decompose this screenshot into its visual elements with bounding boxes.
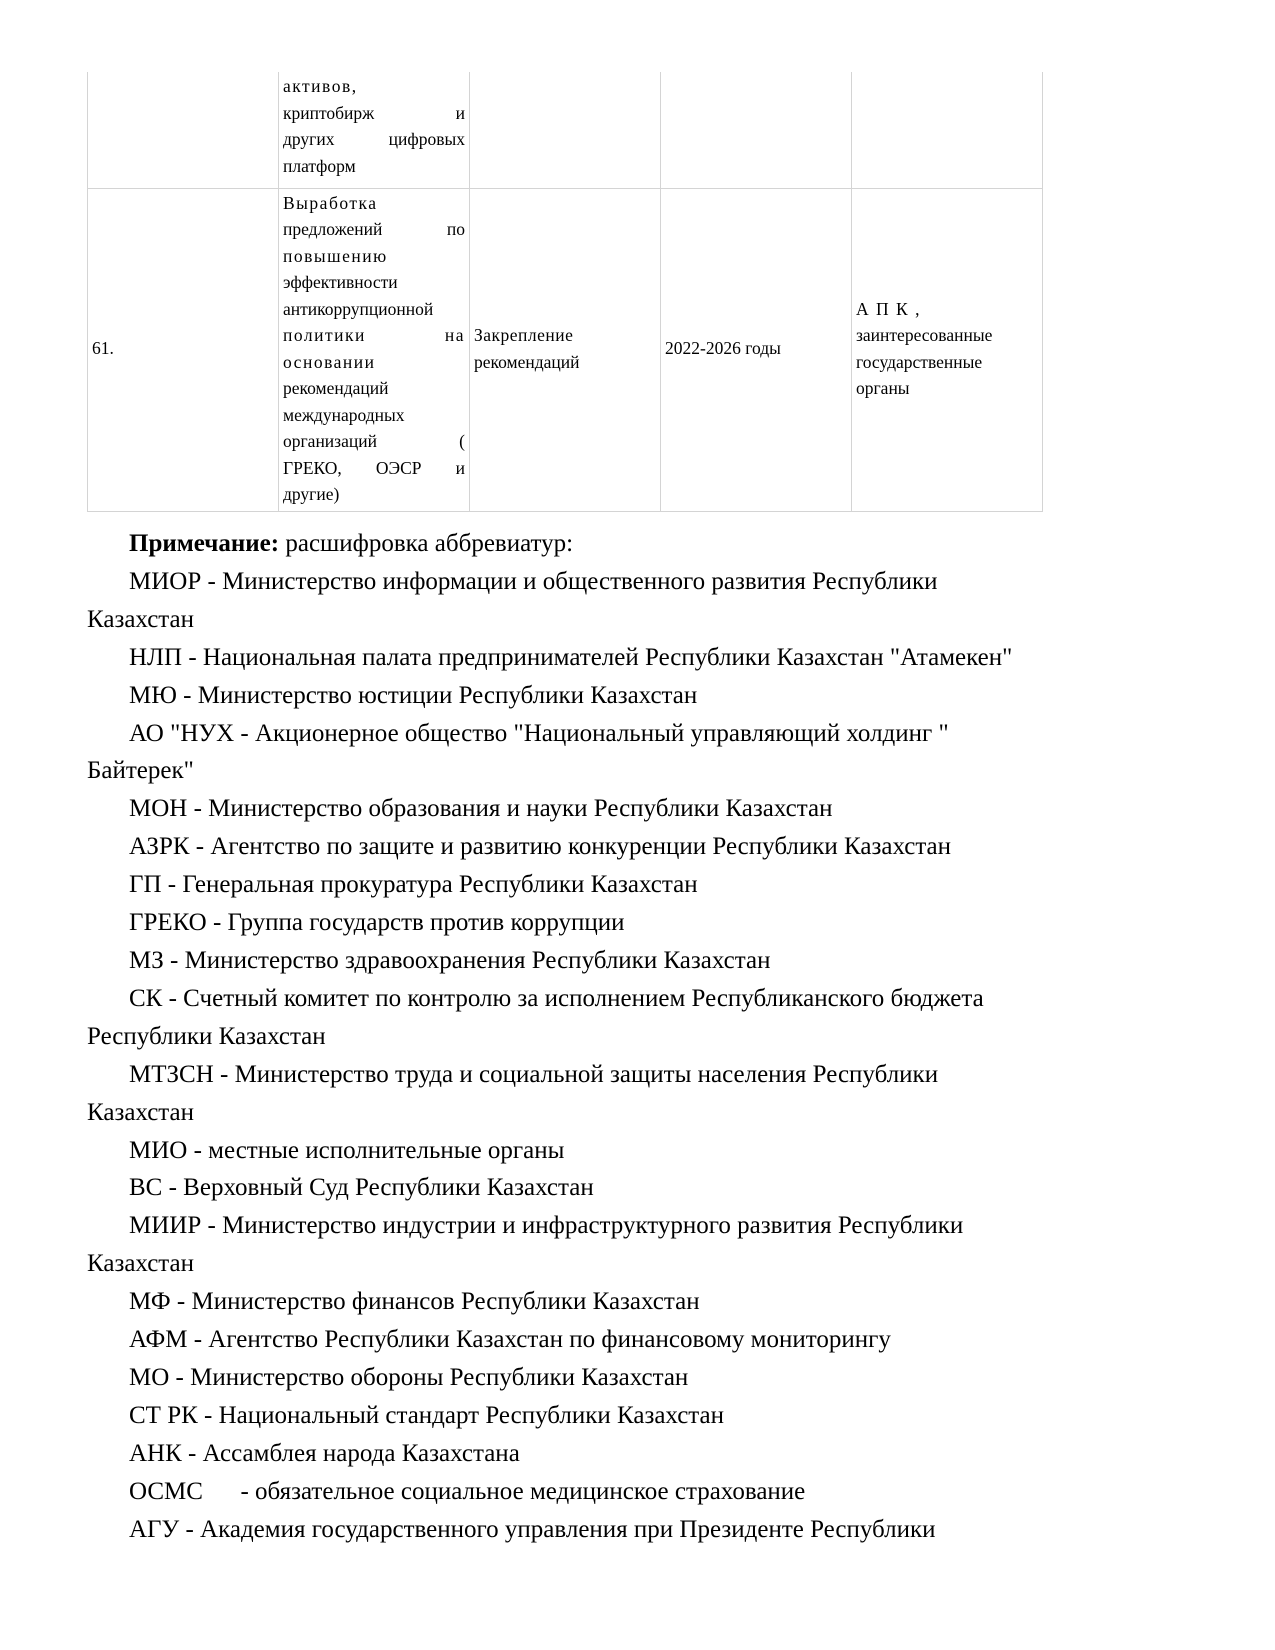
abbreviation-line: МЮ - Министерство юстиции Республики Казахстан [129, 681, 698, 709]
event-line: эффективности [283, 272, 398, 292]
event-line: повышению [283, 245, 388, 266]
event-line: международных [283, 404, 405, 425]
event-line: другие) [283, 484, 340, 504]
abbreviation-line: ВС - Верховный Суд Республики Казахстан [129, 1174, 594, 1202]
event-line: Выработка [283, 192, 378, 213]
event-line: ГРЕКО, ОЭСР и [283, 457, 465, 478]
event-line: рекомендаций [283, 378, 389, 398]
deadline-cell [661, 72, 852, 188]
row-number-cell [88, 72, 279, 188]
abbreviation-line: ГРЕКО - Группа государств против коррупции [129, 909, 625, 937]
abbreviation-line: МИИР - Министерство индустрии и инфраструктурного развития Республики [129, 1212, 964, 1240]
abbreviation-line: АО "НУХ - Акционерное общество "Национальный управляющий холдинг " [129, 719, 949, 747]
abbreviations-note [87, 525, 1187, 1548]
note-heading [87, 525, 1187, 563]
abbreviation-line: АФМ - Агентство Республики Казахстан по финансовому мониторингу [129, 1326, 891, 1354]
responsible-line: государственные [856, 351, 983, 372]
abbreviation-list [87, 563, 1187, 1549]
abbreviation-line: МИОР - Министерство информации и общественного развития Республики [129, 567, 938, 595]
event-line: других цифровых [283, 129, 465, 149]
form-of-completion-cell [470, 72, 661, 188]
abbreviation-line: Байтерек" [87, 757, 194, 785]
abbreviation-line: МО - Министерство обороны Республики Казахстан [129, 1363, 689, 1391]
event-line: активов, [283, 76, 358, 96]
event-line: политики на [283, 325, 465, 345]
abbreviation-line: МЗ - Министерство здравоохранения Республики Казахстан [129, 946, 771, 974]
abbreviation-line: АГУ - Академия государственного управления при Президенте Республики [129, 1515, 936, 1543]
event-line: криптобирж и [283, 102, 465, 123]
event-cell [279, 188, 470, 511]
abbreviation-line: МТЗСН - Министерство труда и социальной защиты населения Республики [129, 1060, 939, 1088]
abbreviation-line: МОН - Министерство образования и науки Республики Казахстан [129, 795, 833, 823]
form-line: рекомендаций [474, 351, 580, 372]
abbreviation-line: НЛП - Национальная палата предпринимателей Республики Казахстан "Атамекен" [129, 643, 1013, 671]
deadline-cell: 2022-2026 годы [661, 188, 852, 511]
event-line: основании [283, 351, 376, 372]
abbreviation-line: АЗРК - Агентство по защите и развитию конкуренции Республики Казахстан [129, 833, 952, 861]
table-row [88, 188, 1043, 511]
abbreviation-line: ГП - Генеральная прокуратура Республики Казахстан [129, 871, 698, 899]
abbreviation-line: АНК - Ассамблея народа Казахстана [129, 1439, 520, 1467]
abbreviation-line: Казахстан [87, 605, 194, 633]
abbreviation-line: СК - Счетный комитет по контролю за исполнением Республиканского бюджета [129, 984, 984, 1012]
form-of-completion-cell [470, 188, 661, 511]
responsible-line: органы [856, 378, 910, 398]
event-line: антикоррупционной [283, 298, 434, 319]
event-cell [279, 72, 470, 188]
event-line: предложений по [283, 219, 465, 239]
responsible-cell [852, 188, 1043, 511]
abbreviation-line: ОСМС - обязательное социальное медицинское страхование [129, 1477, 806, 1505]
abbreviation-line: Казахстан [87, 1250, 194, 1278]
abbreviation-line: СТ РК - Национальный стандарт Республики Казахстан [129, 1401, 725, 1429]
event-line: платформ [283, 155, 356, 176]
responsible-line: А П К , [856, 298, 921, 319]
note-label: Примечание: [129, 530, 280, 557]
table-row [88, 72, 1043, 188]
abbreviation-line: МИО - местные исполнительные органы [129, 1136, 565, 1164]
action-plan-table [87, 72, 1043, 512]
row-number-cell: 61. [88, 188, 279, 511]
note-intro: расшифровка аббревиатур: [279, 530, 574, 557]
responsible-cell [852, 72, 1043, 188]
event-line: организаций ( [283, 431, 465, 451]
abbreviation-line: МФ - Министерство финансов Республики Казахстан [129, 1288, 700, 1316]
responsible-line: заинтересованные [856, 325, 993, 345]
abbreviation-line: Республики Казахстан [87, 1022, 326, 1050]
abbreviation-line: Казахстан [87, 1098, 194, 1126]
form-line: Закрепление [474, 325, 574, 345]
